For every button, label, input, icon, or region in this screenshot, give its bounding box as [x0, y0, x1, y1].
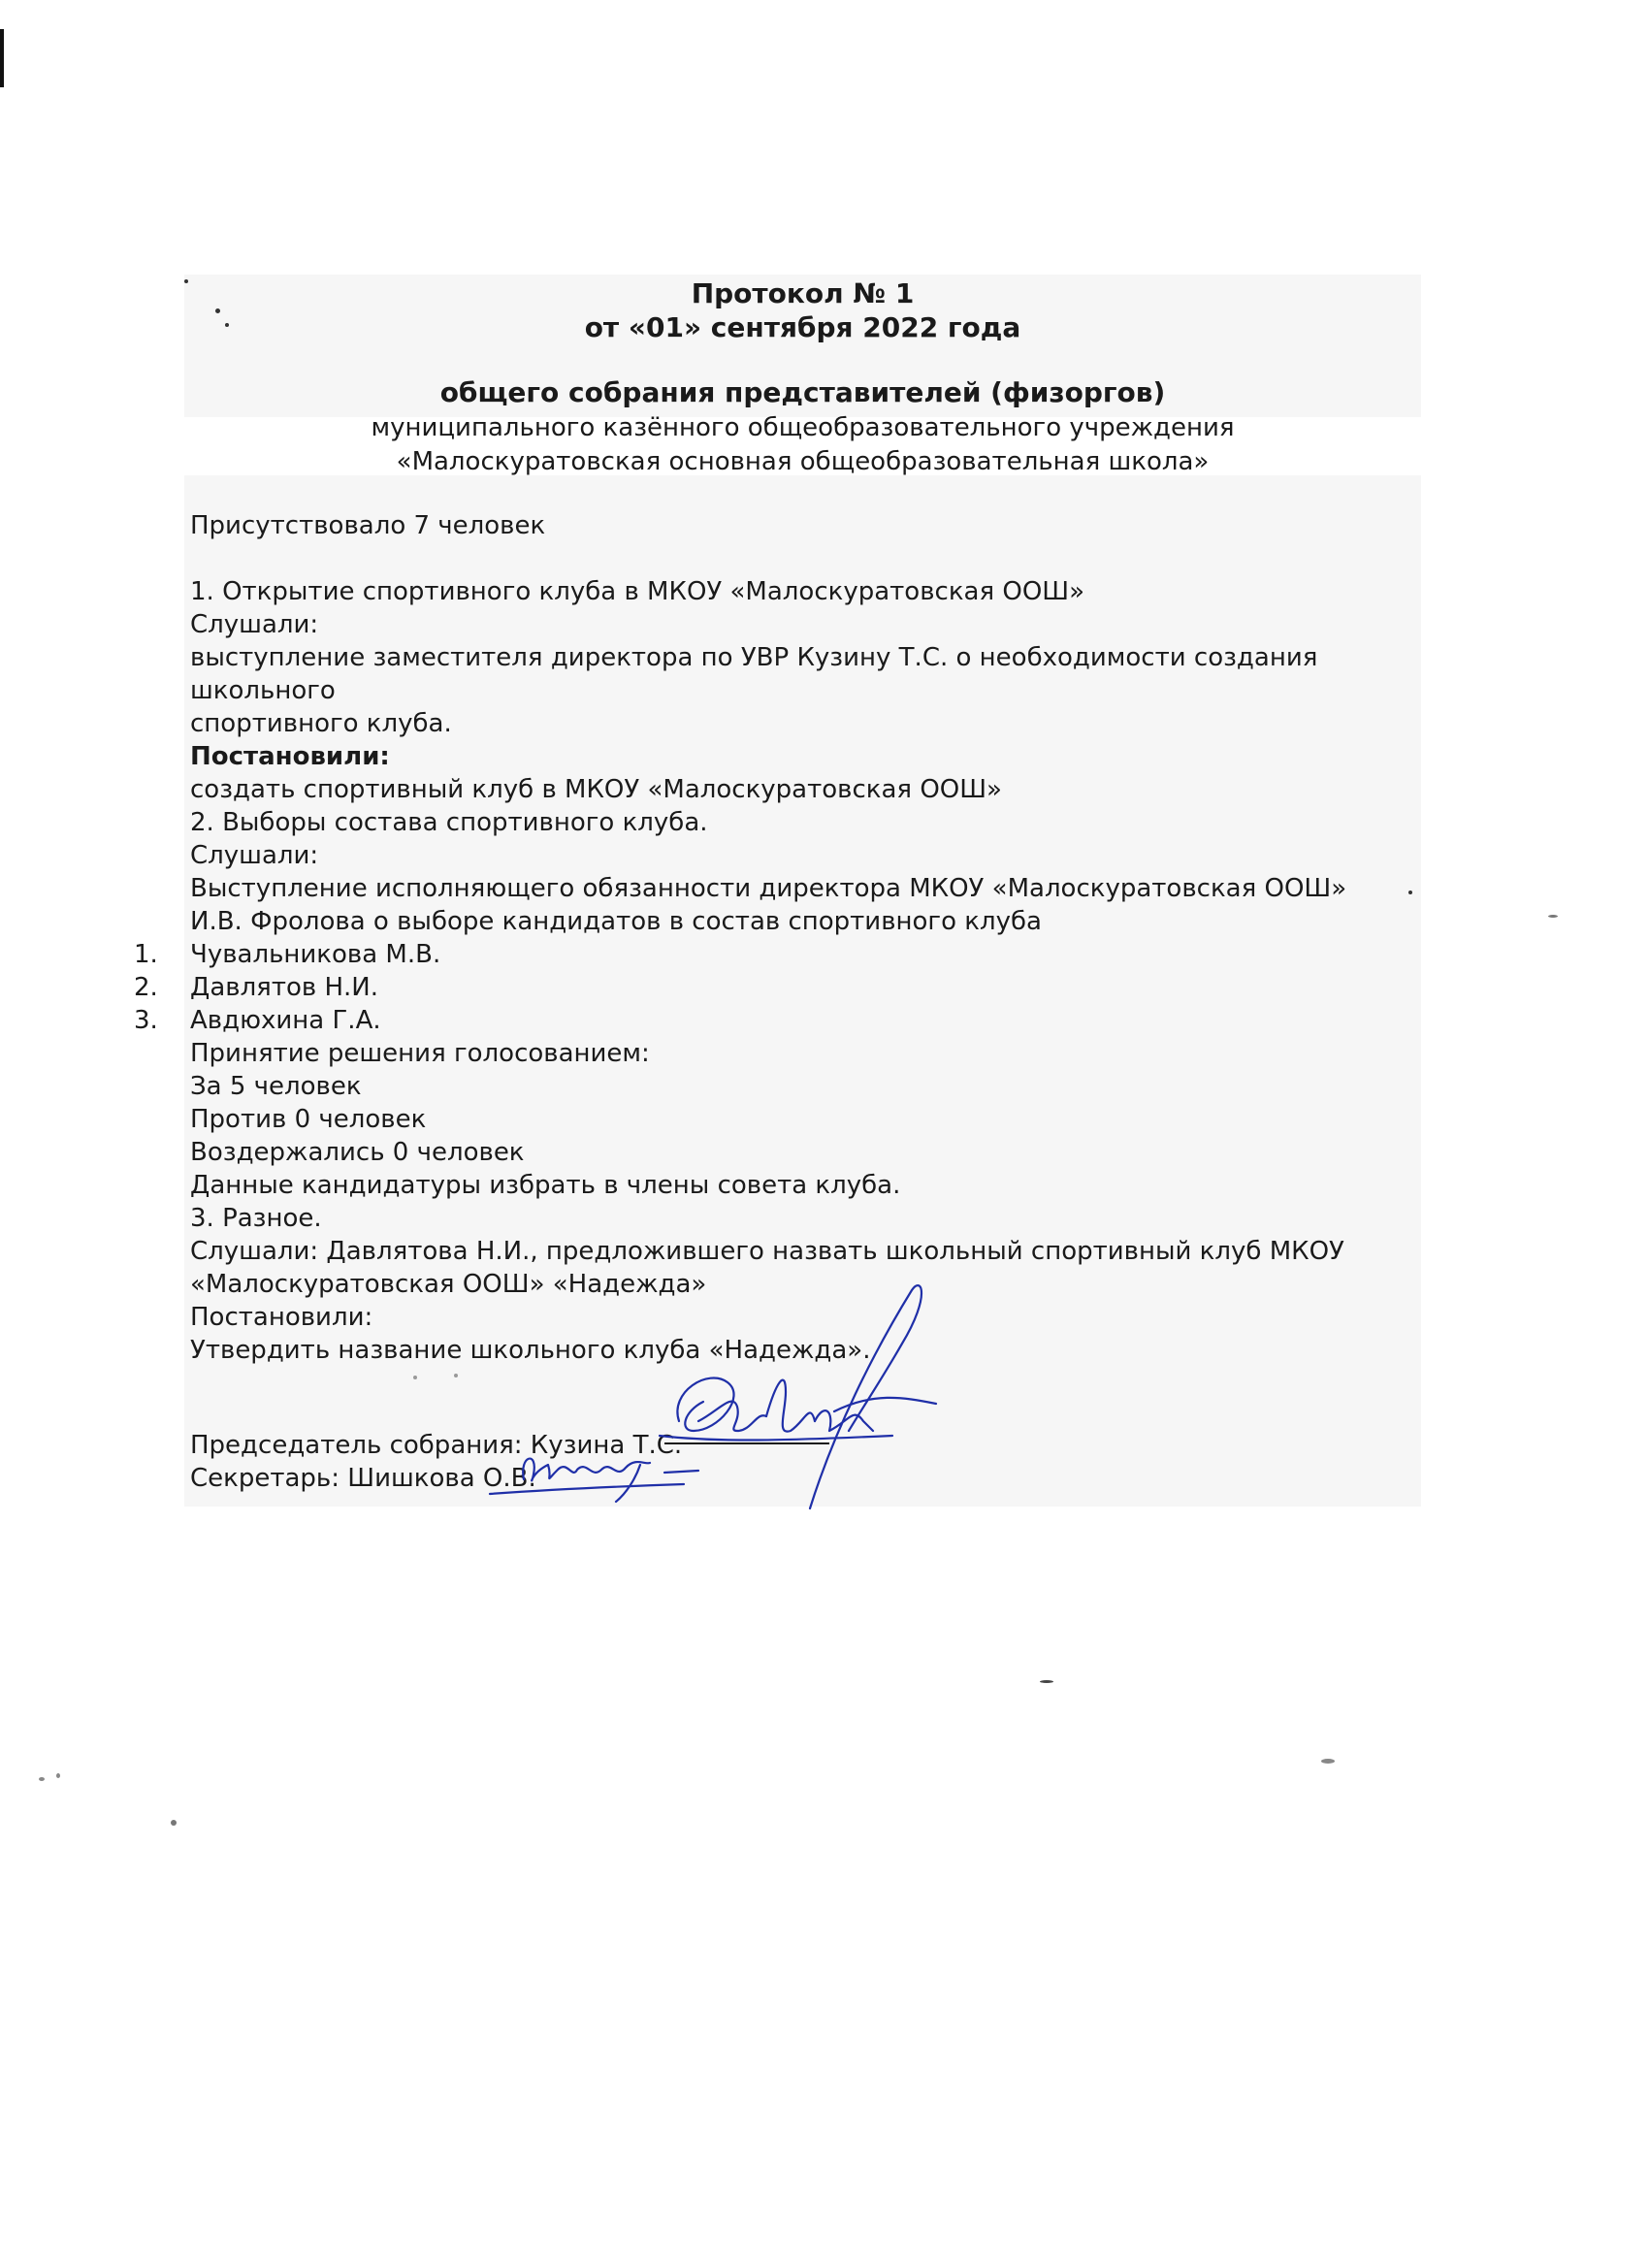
attendance-line: Присутствовало 7 человек — [190, 511, 546, 540]
scan-speck — [1040, 1680, 1053, 1683]
organization-line-1: муниципального казённого общеобразовательного учреждения — [371, 413, 1235, 442]
list-item — [134, 1004, 1422, 1037]
candidate-name: Авдюхина Г.А. — [190, 1006, 381, 1035]
vote-intro: Принятие решения голосованием: — [190, 1039, 650, 1068]
scan-speck — [56, 1773, 60, 1778]
secretary-signature-line: Секретарь: Шишкова О.В. — [190, 1464, 536, 1493]
agenda-item-1: 1. Открытие спортивного клуба в МКОУ «Малоскуратовская ООШ» — [190, 577, 1084, 606]
heard-label: Слушали: — [190, 610, 319, 639]
heard-text: Слушали: Давлятова Н.И., предложившего назвать школьный спортивный клуб МКОУ — [190, 1237, 1344, 1266]
heard-text-continued: И.В. Фролова о выборе кандидатов в состав спортивного клуба — [190, 907, 1042, 936]
candidate-name: Чувальникова М.В. — [190, 940, 441, 969]
secretary-signature-icon — [480, 1436, 742, 1513]
candidate-name: Давлятов Н.И. — [190, 973, 378, 1002]
list-item — [134, 971, 1422, 1004]
document-date: от «01» сентября 2022 года — [584, 311, 1021, 343]
list-number: 2. — [134, 973, 158, 1002]
resolved-label: Постановили: — [190, 1303, 373, 1332]
resolved-text: Утвердить название школьного клуба «Надежда». — [190, 1336, 871, 1365]
heard-text-continued: спортивного клуба. — [190, 709, 452, 738]
list-item — [134, 938, 1422, 971]
agenda-item-2: 2. Выборы состава спортивного клуба. — [190, 808, 708, 837]
scan-speck — [1321, 1759, 1335, 1764]
organization-line-2: «Малоскуратовская основная общеобразовательная школа» — [396, 447, 1210, 476]
heard-text-continued: «Малоскуратовская ООШ» «Надежда» — [190, 1270, 707, 1299]
resolved-label: Постановили: — [190, 742, 390, 771]
document-subtitle: общего собрания представителей (физоргов) — [439, 376, 1166, 408]
heard-label: Слушали: — [190, 841, 319, 870]
scan-speck — [39, 1777, 45, 1781]
scan-speck — [1548, 915, 1558, 918]
agenda-item-3: 3. Разное. — [190, 1204, 322, 1233]
scan-speck — [171, 1820, 177, 1826]
vote-for: За 5 человек — [190, 1072, 362, 1101]
heard-text: выступление заместителя директора по УВР Кузину Т.С. о необходимости создания школьного — [190, 643, 1318, 705]
list-number: 1. — [134, 940, 158, 969]
vote-abstain: Воздержались 0 человек — [190, 1138, 525, 1167]
vote-result: Данные кандидатуры избрать в члены совета клуба. — [190, 1171, 901, 1200]
resolved-text: создать спортивный клуб в МКОУ «Малоскуратовская ООШ» — [190, 775, 1002, 804]
candidate-list — [134, 938, 1422, 1037]
heard-text: Выступление исполняющего обязанности директора МКОУ «Малоскуратовская ООШ» — [190, 874, 1347, 903]
vote-against: Против 0 человек — [190, 1105, 427, 1134]
document-title: Протокол № 1 — [691, 277, 915, 309]
list-number: 3. — [134, 1006, 158, 1035]
chair-signature-line: Председатель собрания: Кузина Т.С. — [190, 1431, 683, 1460]
scan-edge-mark — [0, 29, 4, 87]
